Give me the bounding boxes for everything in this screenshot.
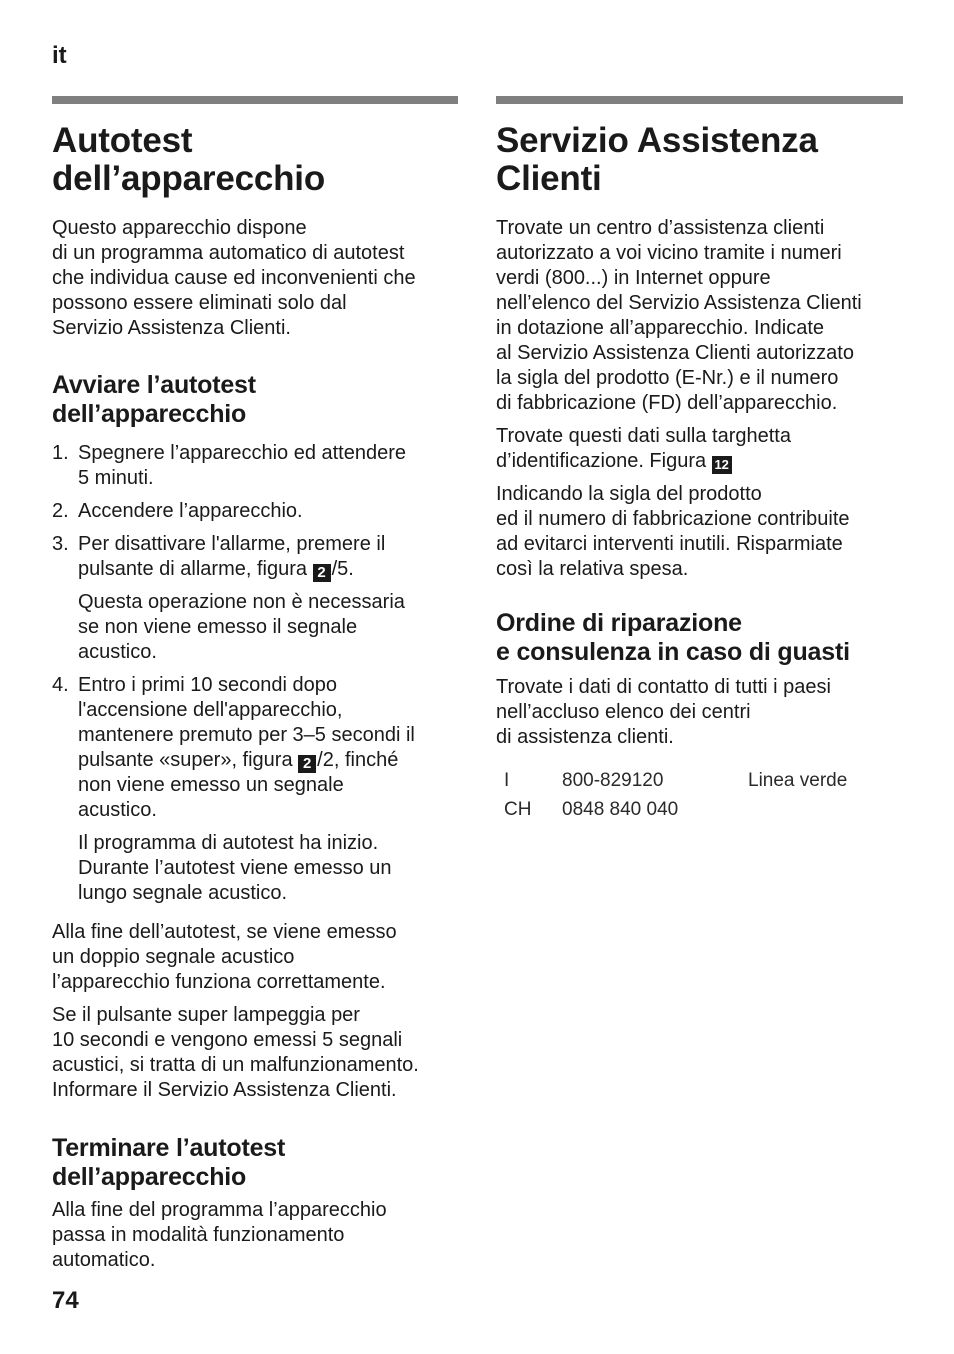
step-3-note: Questa operazione non è necessaria se non viene emesso il segnale acustico. [78,591,405,663]
repair-order-heading: Ordine di riparazione e consulenza in caso di guasti [496,609,850,666]
autotest-result-ok: Alla fine dell’autotest, se viene emesso un doppio segnale acustico l’apparecchio funziona correttamente. [52,921,397,993]
phone-row [496,766,847,795]
step-4: 4. Entro i primi 10 secondi dopo l'accensione dell'apparecchio, mantenere premuto per 3–5 secondi il pulsante «super», figura 2 /2, finché non viene emesso un segnale acustico. Il programma di autotest ha inizio. Durante l’autotest viene emesso un lungo segnale acustico. [52,673,458,906]
left-column [52,96,458,1273]
customer-service-title: Servizio Assistenza Clienti [496,121,818,198]
autotest-intro: Questo apparecchio dispone di un programma automatico di autotest che individua cause ed inconvenienti che possono essere eliminati solo dal Servizio Assistenza Clienti. [52,217,416,339]
phone-country: I [504,770,510,791]
rating-plate-paragraph: Trovate questi dati sulla targhetta d’identificazione. Figura 12 [496,425,791,472]
product-number-paragraph: Indicando la sigla del prodotto ed il numero di fabbricazione contribuite ad evitarci interventi inutili. Risparmiate così la relativa spesa. [496,483,850,580]
autotest-title [52,122,458,198]
figure-2-icon: 2 [298,755,316,773]
phone-note [748,795,847,824]
step-2: 2. Accendere l’apparecchio. [52,500,303,522]
autotest-steps [52,441,458,906]
customer-service-intro: Trovate un centro d’assistenza clienti autorizzato a voi vicino tramite i numeri verdi (800...) in Internet oppure nell’elenco del Servizio Assistenza Clienti in dotazione all’apparecchio. Indicate al Servizio Assistenza Clienti autorizzato la sigla del prodotto (E-Nr.) e il numero di fabbricazione (FD) dell’apparecchio. [496,217,862,414]
start-autotest-heading: Avviare l’autotest dell’apparecchio [52,371,256,428]
phone-note: Linea verde [748,770,848,791]
end-autotest-body: Alla fine del programma l’apparecchio passa in modalità funzionamento automatico. [52,1199,387,1271]
repair-order-body: Trovate i dati di contatto di tutti i paesi nell’accluso elenco dei centri di assistenza clienti. [496,676,831,748]
step-3: 3. Per disattivare l'allarme, premere il pulsante di allarme, figura 2 /5. Questa operazione non è necessaria se non viene emesso il segnale acustico. [52,532,458,665]
phone-number: 800-829120 [562,770,664,791]
phone-number: 0848 840 040 [562,799,679,820]
end-autotest-heading: Terminare l’autotest dell’apparecchio [52,1134,286,1191]
step-4-note: Il programma di autotest ha inizio. Durante l’autotest viene emesso un lungo segnale acustico. [78,832,392,904]
figure-2-icon: 2 [313,564,331,582]
section-rule [496,96,903,104]
phone-table [496,766,847,824]
right-column [496,96,903,824]
figure-12-icon: 12 [712,456,732,474]
phone-row [496,795,847,824]
title-line: dell’apparecchio [52,159,326,198]
autotest-result-fault: Se il pulsante super lampeggia per 10 secondi e vengono emessi 5 segnali acustici, si tratta di un malfunzionamento. Informare il Servizio Assistenza Clienti. [52,1004,419,1101]
language-code: it [52,42,67,69]
page-number: 74 [52,1287,79,1314]
step-1: 1. Spegnere l’apparecchio ed attendere 5 minuti. [52,442,407,489]
phone-country: CH [504,799,532,820]
section-rule [52,96,458,104]
title-line: Autotest [52,121,193,160]
